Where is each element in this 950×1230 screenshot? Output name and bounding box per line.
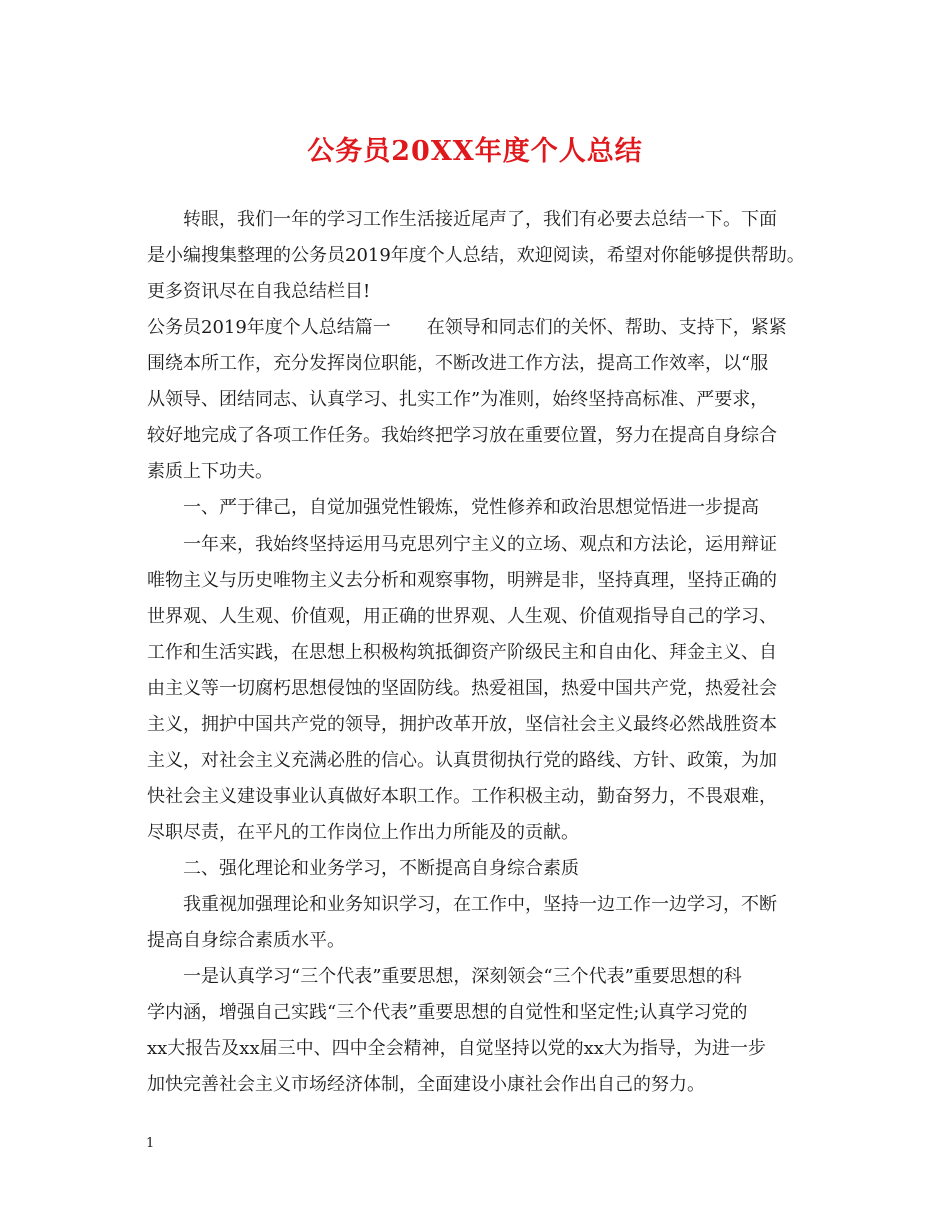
paragraph-line: 是小编搜集整理的公务员2019年度个人总结，欢迎阅读，希望对你能够提供帮助。	[147, 245, 805, 266]
paragraph-line: 主义，对社会主义充满必胜的信心。认真贯彻执行党的路线、方针、政策，为加	[147, 750, 777, 771]
paragraph-line: 一年来，我始终坚持运用马克思列宁主义的立场、观点和方法论，运用辩证	[183, 534, 777, 555]
paragraph-line: 快社会主义建设事业认真做好本职工作。工作积极主动，勤奋努力，不畏艰难，	[147, 786, 777, 807]
paragraph-line: xx大报告及xx届三中、四中全会精神，自觉坚持以党的xx大为指导，为进一步	[147, 1038, 766, 1059]
paragraph-line: 从领导、团结同志、认真学习、扎实工作”为准则，始终坚持高标准、严要求，	[147, 389, 769, 410]
paragraph-line: 转眼，我们一年的学习工作生活接近尾声了，我们有必要去总结一下。下面	[183, 209, 777, 230]
paragraph-line: 世界观、人生观、价值观，用正确的世界观、人生观、价值观指导自己的学习、	[147, 606, 777, 627]
paragraph-line: 由主义等一切腐朽思想侵蚀的坚固防线。热爱祖国，热爱中国共产党，热爱社会	[147, 678, 777, 699]
section-heading: 一、严于律己，自觉加强党性锻炼，党性修养和政治思想觉悟进一步提高	[183, 497, 759, 518]
paragraph-line: 一是认真学习“三个代表”重要思想，深刻领会“三个代表”重要思想的科	[183, 966, 742, 987]
page-number: 1	[146, 1136, 155, 1151]
paragraph-line: 加快完善社会主义市场经济体制，全面建设小康社会作出自己的努力。	[147, 1074, 705, 1095]
paragraph-line: 围绕本所工作，充分发挥岗位职能，不断改进工作方法，提高工作效率，以“服	[147, 353, 769, 374]
paragraph-line: 提高自身综合素质水平。	[147, 930, 345, 951]
paragraph-line: 公务员2019年度个人总结篇一 在领导和同志们的关怀、帮助、支持下，紧紧	[147, 317, 787, 338]
document-title: 公务员20XX年度个人总结	[307, 136, 643, 167]
paragraph-line: 主义，拥护中国共产党的领导，拥护改革开放，坚信社会主义最终必然战胜资本	[147, 714, 777, 735]
paragraph-line: 尽职尽责，在平凡的工作岗位上作出力所能及的贡献。	[147, 822, 579, 843]
paragraph-line: 较好地完成了各项工作任务。我始终把学习放在重要位置，努力在提高自身综合	[147, 425, 777, 446]
paragraph-line: 唯物主义与历史唯物主义去分析和观察事物，明辨是非，坚持真理，坚持正确的	[147, 570, 777, 591]
paragraph-line: 学内涵，增强自己实践“三个代表”重要思想的自觉性和坚定性;认真学习党的	[147, 1002, 748, 1023]
paragraph-line: 素质上下功夫。	[147, 461, 273, 482]
paragraph-line: 我重视加强理论和业务知识学习，在工作中，坚持一边工作一边学习，不断	[183, 894, 777, 915]
paragraph-line: 工作和生活实践，在思想上积极构筑抵御资产阶级民主和自由化、拜金主义、自	[147, 642, 777, 663]
paragraph-line: 更多资讯尽在自我总结栏目!	[147, 281, 371, 302]
section-heading: 二、强化理论和业务学习，不断提高自身综合素质	[183, 858, 579, 879]
